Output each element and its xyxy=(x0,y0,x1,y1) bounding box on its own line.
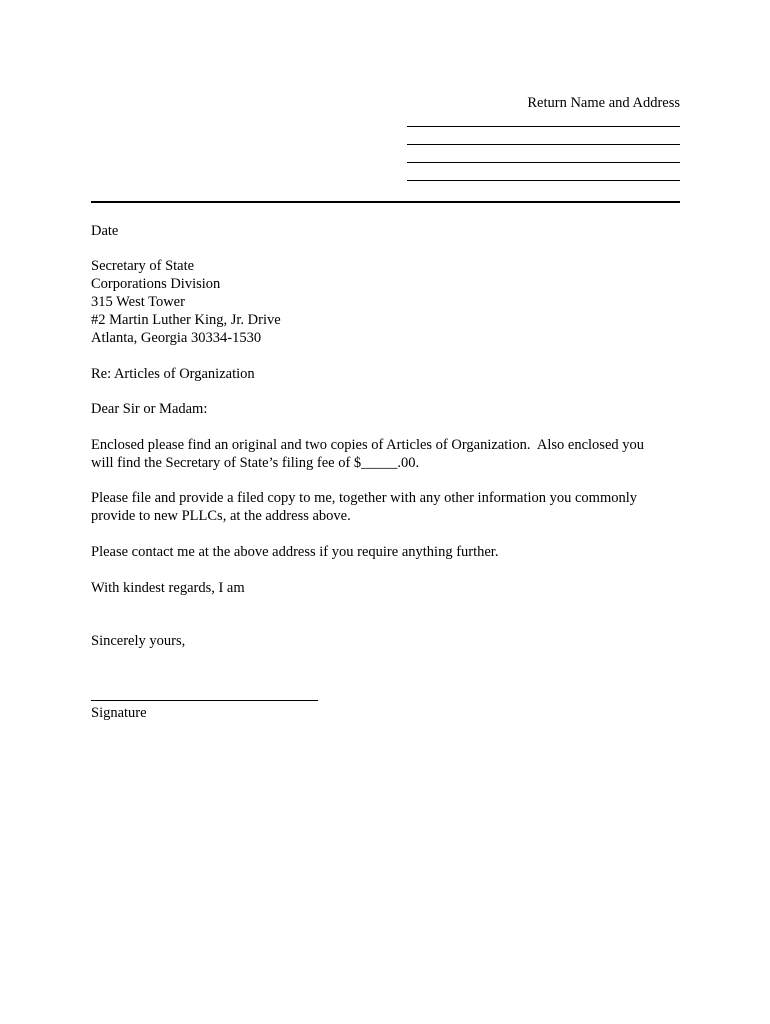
closing-sincerely: Sincerely yours, xyxy=(91,633,186,649)
return-address-block xyxy=(407,94,680,181)
recipient-line: Corporations Division xyxy=(91,276,221,292)
return-address-blank-line xyxy=(407,162,680,163)
paragraph-enclosed xyxy=(91,436,679,472)
salutation: Dear Sir or Madam: xyxy=(91,401,208,417)
recipient-line: 315 West Tower xyxy=(91,294,185,310)
return-address-blank-line xyxy=(407,144,680,145)
header-divider xyxy=(91,201,680,203)
paragraph-contact: Please contact me at the above address if you require anything further. xyxy=(91,544,499,560)
date-label: Date xyxy=(91,223,119,239)
recipient-line: Secretary of State xyxy=(91,258,195,274)
signature-line xyxy=(91,700,318,701)
re-line: Re: Articles of Organization xyxy=(91,366,255,382)
paragraph-line: Enclosed please find an original and two copies of Articles of Organization. Also enclosed you xyxy=(91,437,645,453)
paragraph-line: will find the Secretary of State’s filing fee of $_____.00. xyxy=(91,455,420,471)
return-address-title: Return Name and Address xyxy=(527,95,680,111)
signature-label: Signature xyxy=(91,705,147,721)
closing-regards: With kindest regards, I am xyxy=(91,580,245,596)
paragraph-line: Please file and provide a filed copy to me, together with any other information you commonly xyxy=(91,490,638,506)
return-address-blank-line xyxy=(407,126,680,127)
recipient-line: Atlanta, Georgia 30334-1530 xyxy=(91,330,262,346)
paragraph-file-request xyxy=(91,489,679,525)
recipient-address xyxy=(91,257,679,347)
return-address-blank-line xyxy=(407,180,680,181)
paragraph-line: provide to new PLLCs, at the address above. xyxy=(91,508,351,524)
recipient-line: #2 Martin Luther King, Jr. Drive xyxy=(91,312,281,328)
